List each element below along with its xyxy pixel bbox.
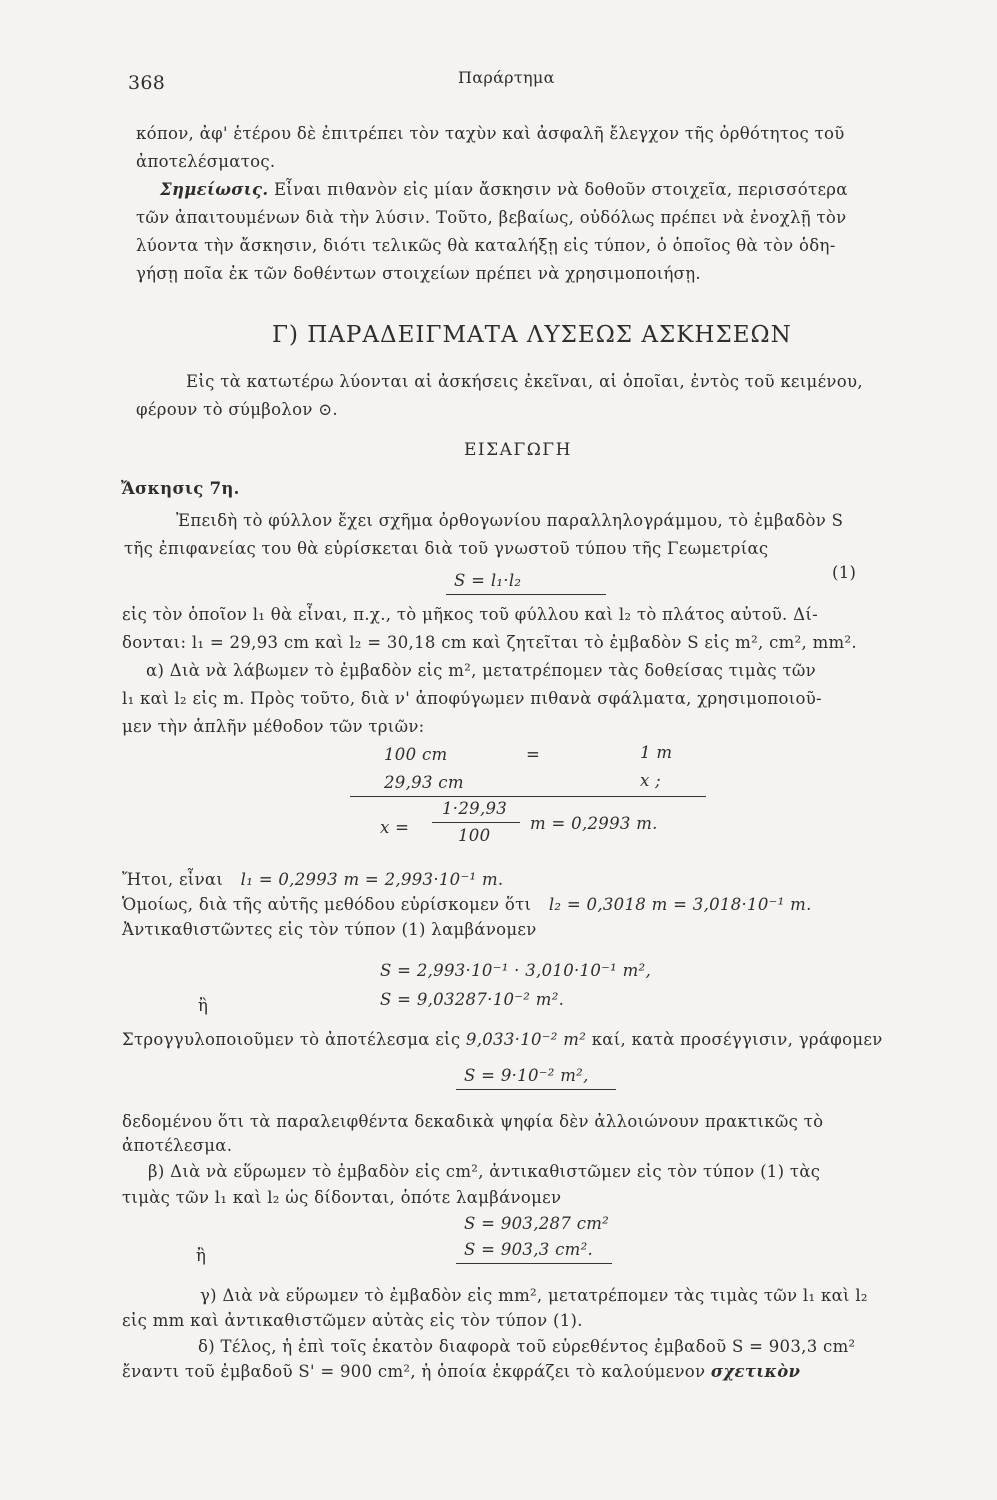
text-line: τῶν ἀπαιτουμένων διὰ τὴν λύσιν. Τοῦτο, βεβαίως, οὐδόλως πρέπει νὰ ἐνοχλῇ τὸν xyxy=(136,208,847,227)
note-label: Σημείωσις. xyxy=(160,180,269,199)
note-paragraph xyxy=(160,180,848,199)
formula-part: 9,033·10⁻² m² xyxy=(465,1030,587,1049)
rule-of-three-left: 29,93 cm xyxy=(384,773,464,792)
text-line: ἀποτελέσματος. xyxy=(136,152,276,171)
rule-of-three-equals: = xyxy=(526,745,541,764)
text-line: δεδομένου ὅτι τὰ παραλειφθέντα δεκαδικὰ ψηφία δὲν ἀλλοιώνουν πρακτικῶς τὸ xyxy=(122,1112,824,1131)
rule-of-three-right: 1 m xyxy=(640,743,673,762)
text-line: β) Διὰ νὰ εὕρωμεν τὸ ἐμβαδὸν εἰς cm², ἀντικαθιστῶμεν εἰς τὸν τύπον (1) τὰς xyxy=(148,1162,821,1181)
fraction-rhs: m = 0,2993 m. xyxy=(530,814,658,833)
text-line: γ) Διὰ νὰ εὕρωμεν τὸ ἐμβαδὸν εἰς mm², μετατρέπομεν τὰς τιμὰς τῶν l₁ καὶ l₂ xyxy=(200,1286,868,1305)
fraction-lhs: x = xyxy=(380,818,410,837)
formula-area: S = 903,3 cm². xyxy=(464,1240,594,1259)
text-line: μεν τὴν ἁπλῆν μέθοδον τῶν τριῶν: xyxy=(122,717,425,736)
formula-line: S = 903,287 cm² xyxy=(464,1214,610,1233)
text-line: ἀποτέλεσμα. xyxy=(122,1136,233,1155)
result-line xyxy=(122,870,503,889)
formula-underline xyxy=(456,1263,612,1264)
formula-area: S = 9·10⁻² m², xyxy=(464,1066,589,1085)
text-line: δ) Τέλος, ἡ ἐπὶ τοῖς ἑκατὸν διαφορὰ τοῦ εὑρεθέντος ἐμβαδοῦ S = 903,3 cm² xyxy=(198,1337,856,1356)
page-number: 368 xyxy=(128,72,166,94)
or-word: ἢ xyxy=(198,996,209,1015)
formula-underline xyxy=(456,1089,616,1090)
formula-part: l₂ = 0,3018 m = 3,018·10⁻¹ m. xyxy=(548,895,812,914)
exercise-label: Ἄσκησις 7η. xyxy=(121,479,240,498)
equation-number: (1) xyxy=(832,563,857,582)
text-part: Ὁμοίως, διὰ τῆς αὐτῆς μεθόδου εὑρίσκομεν ὅτι xyxy=(122,895,532,914)
fraction-bar xyxy=(432,822,520,823)
text-line: Εἰς τὰ κατωτέρω λύονται αἱ ἀσκήσεις ἐκεῖναι, αἱ ὁποῖαι, ἐντὸς τοῦ κειμένου, xyxy=(186,372,863,391)
fraction-denominator: 100 xyxy=(458,826,491,845)
text-line: φέρουν τὸ σύμβολον ⊙. xyxy=(136,400,338,419)
separator-rule xyxy=(350,796,706,797)
formula-line: S = 2,993·10⁻¹ · 3,010·10⁻¹ m², xyxy=(380,961,652,980)
text-part: Στρογγυλοποιοῦμεν τὸ ἀποτέλεσμα εἰς xyxy=(122,1030,461,1049)
emphasis-word: σχετικὸν xyxy=(710,1362,801,1381)
text-line: δονται: l₁ = 29,93 cm καὶ l₂ = 30,18 cm καὶ ζητεῖται τὸ ἐμβαδὸν S εἰς m², cm², mm². xyxy=(122,633,857,652)
text-part: καί, κατὰ προσέγγισιν, γράφομεν xyxy=(591,1030,883,1049)
subsection-title: ΕΙΣΑΓΩΓΗ xyxy=(464,440,572,460)
rule-of-three-left: 100 cm xyxy=(384,745,448,764)
text-line: τῆς ἐπιφανείας του θὰ εὑρίσκεται διὰ τοῦ γνωστοῦ τύπου τῆς Γεωμετρίας xyxy=(124,539,769,558)
formula-area: S = l₁·l₂ xyxy=(454,571,522,590)
text-line: Ἐπειδὴ τὸ φύλλον ἔχει σχῆμα ὀρθογωνίου παραλληλογράμμου, τὸ ἐμβαδὸν S xyxy=(176,511,844,530)
text-line: Εἶναι πιθανὸν εἰς μίαν ἄσκησιν νὰ δοθοῦν στοιχεῖα, περισσότερα xyxy=(273,180,848,199)
text-line: l₁ καὶ l₂ εἰς m. Πρὸς τοῦτο, διὰ ν' ἀποφύγωμεν πιθανὰ σφάλματα, χρησιμοποιοῦ- xyxy=(122,689,822,708)
section-title: Γ) ΠΑΡΑΔΕΙΓΜΑΤΑ ΛΥΣΕΩΣ ΑΣΚΗΣΕΩΝ xyxy=(272,322,792,348)
text-part: Ἤτοι, εἶναι xyxy=(122,870,224,889)
or-word: ἢ xyxy=(196,1246,207,1265)
text-line: γήσῃ ποῖα ἐκ τῶν δοθέντων στοιχείων πρέπει νὰ χρησιμοποιήσῃ. xyxy=(136,264,701,283)
formula-part: l₁ = 0,2993 m = 2,993·10⁻¹ m. xyxy=(240,870,504,889)
text-line xyxy=(122,1362,800,1381)
text-part: ἔναντι τοῦ ἐμβαδοῦ S' = 900 cm², ἡ ὁποία ἐκφράζει τὸ καλούμενον xyxy=(122,1362,706,1381)
text-line: κόπον, ἀφ' ἑτέρου δὲ ἐπιτρέπει τὸν ταχὺν καὶ ἀσφαλῆ ἔλεγχον τῆς ὀρθότητος τοῦ xyxy=(136,124,845,143)
text-line: Ἀντικαθιστῶντες εἰς τὸν τύπον (1) λαμβάνομεν xyxy=(122,920,537,939)
text-line xyxy=(122,1030,883,1049)
text-line: εἰς mm καὶ ἀντικαθιστῶμεν αὐτὰς εἰς τὸν τύπον (1). xyxy=(122,1311,583,1330)
running-head: Παράρτημα xyxy=(458,68,555,87)
text-line: α) Διὰ νὰ λάβωμεν τὸ ἐμβαδὸν εἰς m², μετατρέπομεν τὰς δοθείσας τιμὰς τῶν xyxy=(146,661,816,680)
formula-line: S = 9,03287·10⁻² m². xyxy=(380,990,565,1009)
text-line: τιμὰς τῶν l₁ καὶ l₂ ὡς δίδονται, ὁπότε λαμβάνομεν xyxy=(122,1188,562,1207)
formula-underline xyxy=(446,594,606,595)
result-line xyxy=(122,895,812,914)
text-line: λύοντα τὴν ἄσκησιν, διότι τελικῶς θὰ καταλήξῃ εἰς τύπον, ὁ ὁποῖος θὰ τὸν ὁδη- xyxy=(136,236,836,255)
fraction-numerator: 1·29,93 xyxy=(442,799,508,818)
rule-of-three-right: x ; xyxy=(640,771,662,790)
text-line: εἰς τὸν ὁποῖον l₁ θὰ εἶναι, π.χ., τὸ μῆκος τοῦ φύλλου καὶ l₂ τὸ πλάτος αὐτοῦ. Δί- xyxy=(122,605,818,624)
